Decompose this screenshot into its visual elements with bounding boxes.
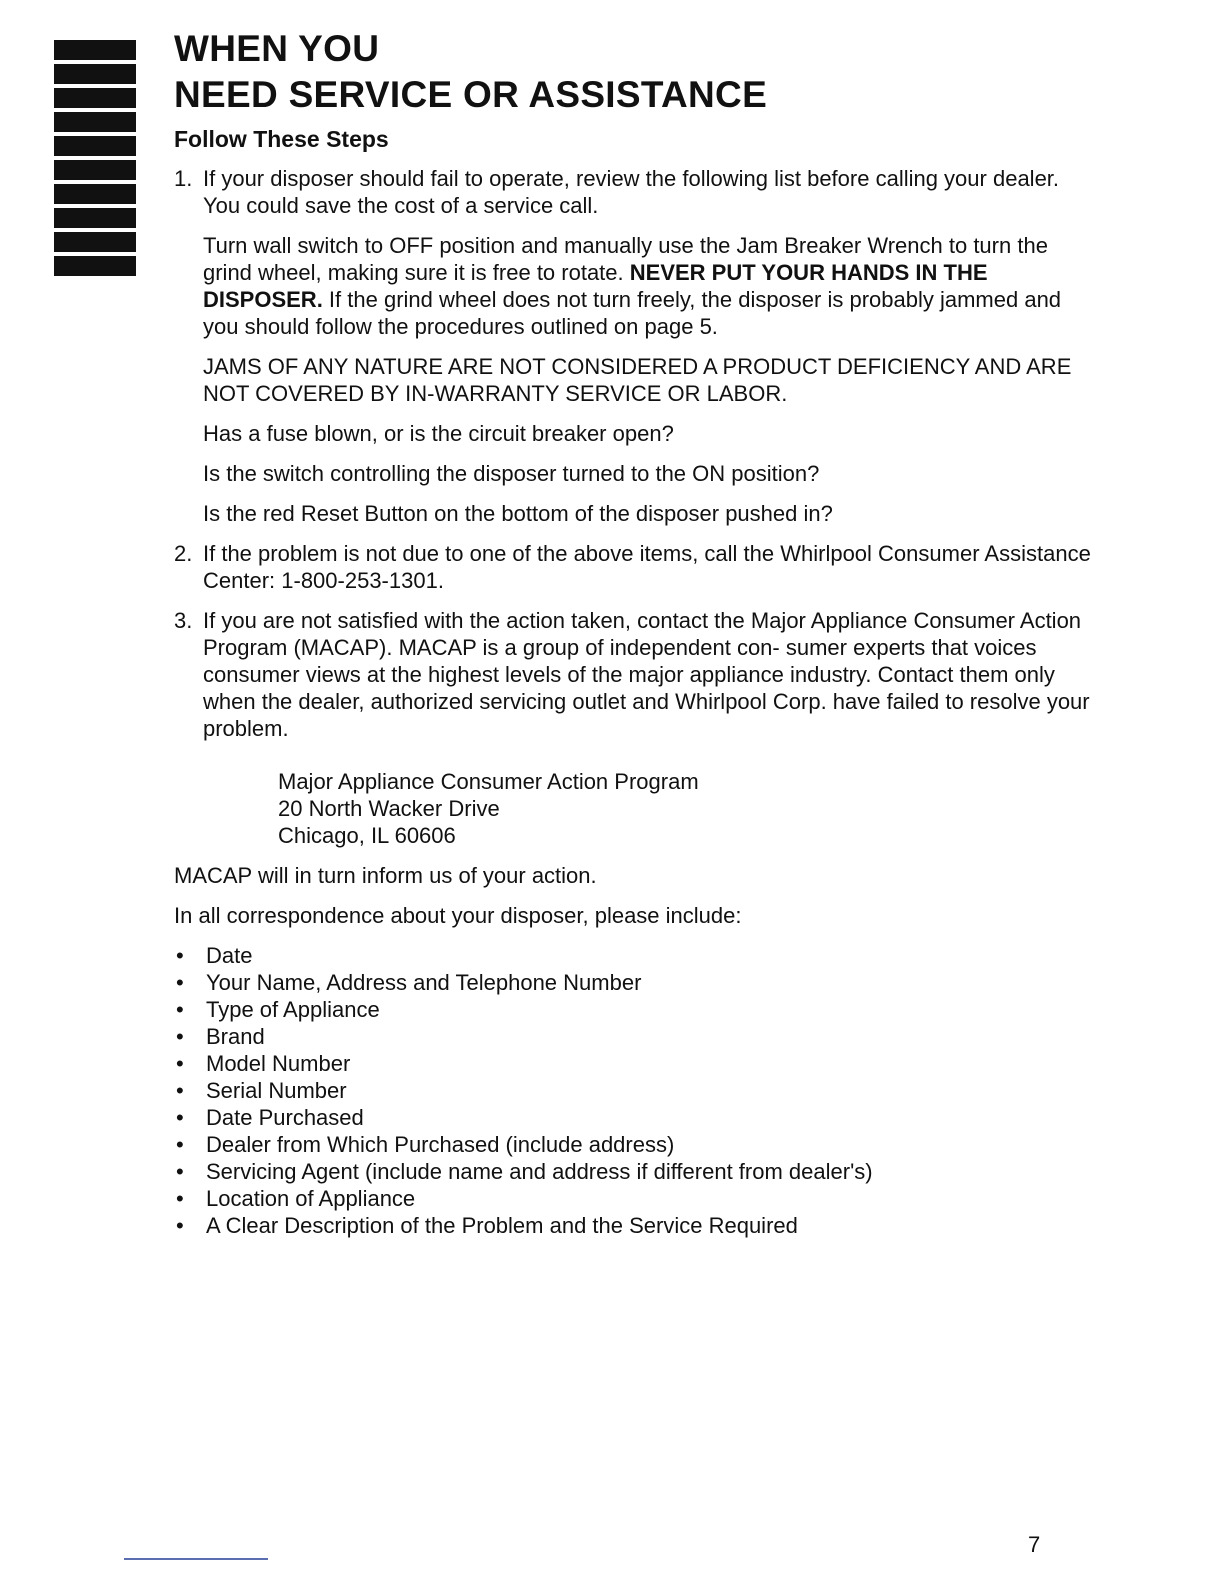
jams-notice: JAMS OF ANY NATURE ARE NOT CONSIDERED A PRODUCT DEFICIENCY AND ARE NOT COVERED BY IN-WARRANTY SERVICE OR LABOR. bbox=[203, 354, 1072, 406]
tab-bar bbox=[54, 184, 136, 204]
tab-bar bbox=[54, 64, 136, 84]
address-line-1: Major Appliance Consumer Action Program bbox=[278, 769, 699, 794]
macap-note: MACAP will in turn inform us of your action. bbox=[174, 863, 597, 888]
macap-address bbox=[174, 768, 1094, 849]
step-number: 2. bbox=[174, 541, 193, 566]
tab-bar bbox=[54, 160, 136, 180]
jam-check-paragraph bbox=[174, 232, 1094, 340]
page-number: 7 bbox=[1028, 1532, 1041, 1557]
list-item: • Servicing Agent (include name and address if different from dealer's) bbox=[176, 1159, 873, 1184]
bullet-icon: • bbox=[176, 970, 184, 995]
list-item: • Location of Appliance bbox=[176, 1186, 416, 1211]
bullet-icon: • bbox=[176, 1186, 184, 1211]
list-item: • Serial Number bbox=[176, 1078, 347, 1103]
reset-question: Is the red Reset Button on the bottom of the disposer pushed in? bbox=[203, 501, 833, 526]
tab-bar bbox=[54, 208, 136, 228]
page-title bbox=[174, 26, 1094, 118]
include-list bbox=[174, 942, 1094, 1239]
tab-bar bbox=[54, 112, 136, 132]
list-item: • A Clear Description of the Problem and the Service Required bbox=[176, 1213, 798, 1238]
list-item: • Type of Appliance bbox=[176, 997, 380, 1022]
section-tab-marker bbox=[54, 40, 136, 280]
step-2-text: If the problem is not due to one of the above items, call the Whirlpool Consumer Assistance Center: 1-800-253-1301. bbox=[203, 541, 1091, 593]
list-item: • Brand bbox=[176, 1024, 265, 1049]
tab-bar bbox=[54, 232, 136, 252]
step-1-intro: If your disposer should fail to operate, review the following list before calling your dealer. You could save the cost of a service call. bbox=[203, 166, 1060, 218]
page-content bbox=[174, 26, 1094, 1239]
list-item: • Dealer from Which Purchased (include address) bbox=[176, 1132, 675, 1157]
title-line-1: WHEN YOU bbox=[174, 28, 380, 69]
tab-bar bbox=[54, 88, 136, 108]
bullet-icon: • bbox=[176, 997, 184, 1022]
bullet-icon: • bbox=[176, 1213, 184, 1238]
section-subtitle: Follow These Steps bbox=[174, 126, 389, 152]
fuse-question: Has a fuse blown, or is the circuit breaker open? bbox=[203, 421, 674, 446]
bullet-icon: • bbox=[176, 1024, 184, 1049]
bullet-icon: • bbox=[176, 1051, 184, 1076]
step-1 bbox=[174, 165, 1094, 219]
step-3-text: If you are not satisfied with the action taken, contact the Major Appliance Consumer Action Program (MACAP). MACAP is a group of independent con- sumer experts that voices consumer views at the highest levels of the major appliance industry. Contact them only when the dealer, authorized servicing outlet and Whirlpool Corp. have failed to resolve your problem. bbox=[203, 608, 1090, 741]
footer-rule bbox=[124, 1558, 268, 1560]
step-number: 3. bbox=[174, 608, 193, 633]
address-line-2: 20 North Wacker Drive bbox=[278, 796, 500, 821]
tab-bar bbox=[54, 40, 136, 60]
bullet-icon: • bbox=[176, 1105, 184, 1130]
title-line-2: NEED SERVICE OR ASSISTANCE bbox=[174, 74, 768, 115]
tab-bar bbox=[54, 256, 136, 276]
bullet-icon: • bbox=[176, 943, 184, 968]
address-line-3: Chicago, IL 60606 bbox=[278, 823, 456, 848]
tab-bar bbox=[54, 136, 136, 156]
correspondence-intro: In all correspondence about your disposer, please include: bbox=[174, 903, 742, 928]
list-item: • Your Name, Address and Telephone Number bbox=[176, 970, 642, 995]
jam-check-followup: If the grind wheel does not turn freely, the disposer is probably jammed and you should follow the procedures outlined on page 5. bbox=[203, 287, 1062, 339]
bullet-icon: • bbox=[176, 1132, 184, 1157]
switch-question: Is the switch controlling the disposer turned to the ON position? bbox=[203, 461, 820, 486]
bullet-icon: • bbox=[176, 1078, 184, 1103]
hands-warning: NEVER PUT YOUR HANDS IN THE DISPOSER. bbox=[203, 260, 988, 312]
list-item: • Model Number bbox=[176, 1051, 351, 1076]
jam-check-text: Turn wall switch to OFF position and manually use the Jam Breaker Wrench to turn the grind wheel, making sure it is free to rotate. bbox=[203, 233, 1048, 285]
step-2 bbox=[174, 540, 1094, 594]
step-3 bbox=[174, 607, 1094, 742]
list-item: • Date bbox=[176, 943, 253, 968]
bullet-icon: • bbox=[176, 1159, 184, 1184]
list-item: • Date Purchased bbox=[176, 1105, 364, 1130]
step-number: 1. bbox=[174, 166, 193, 191]
